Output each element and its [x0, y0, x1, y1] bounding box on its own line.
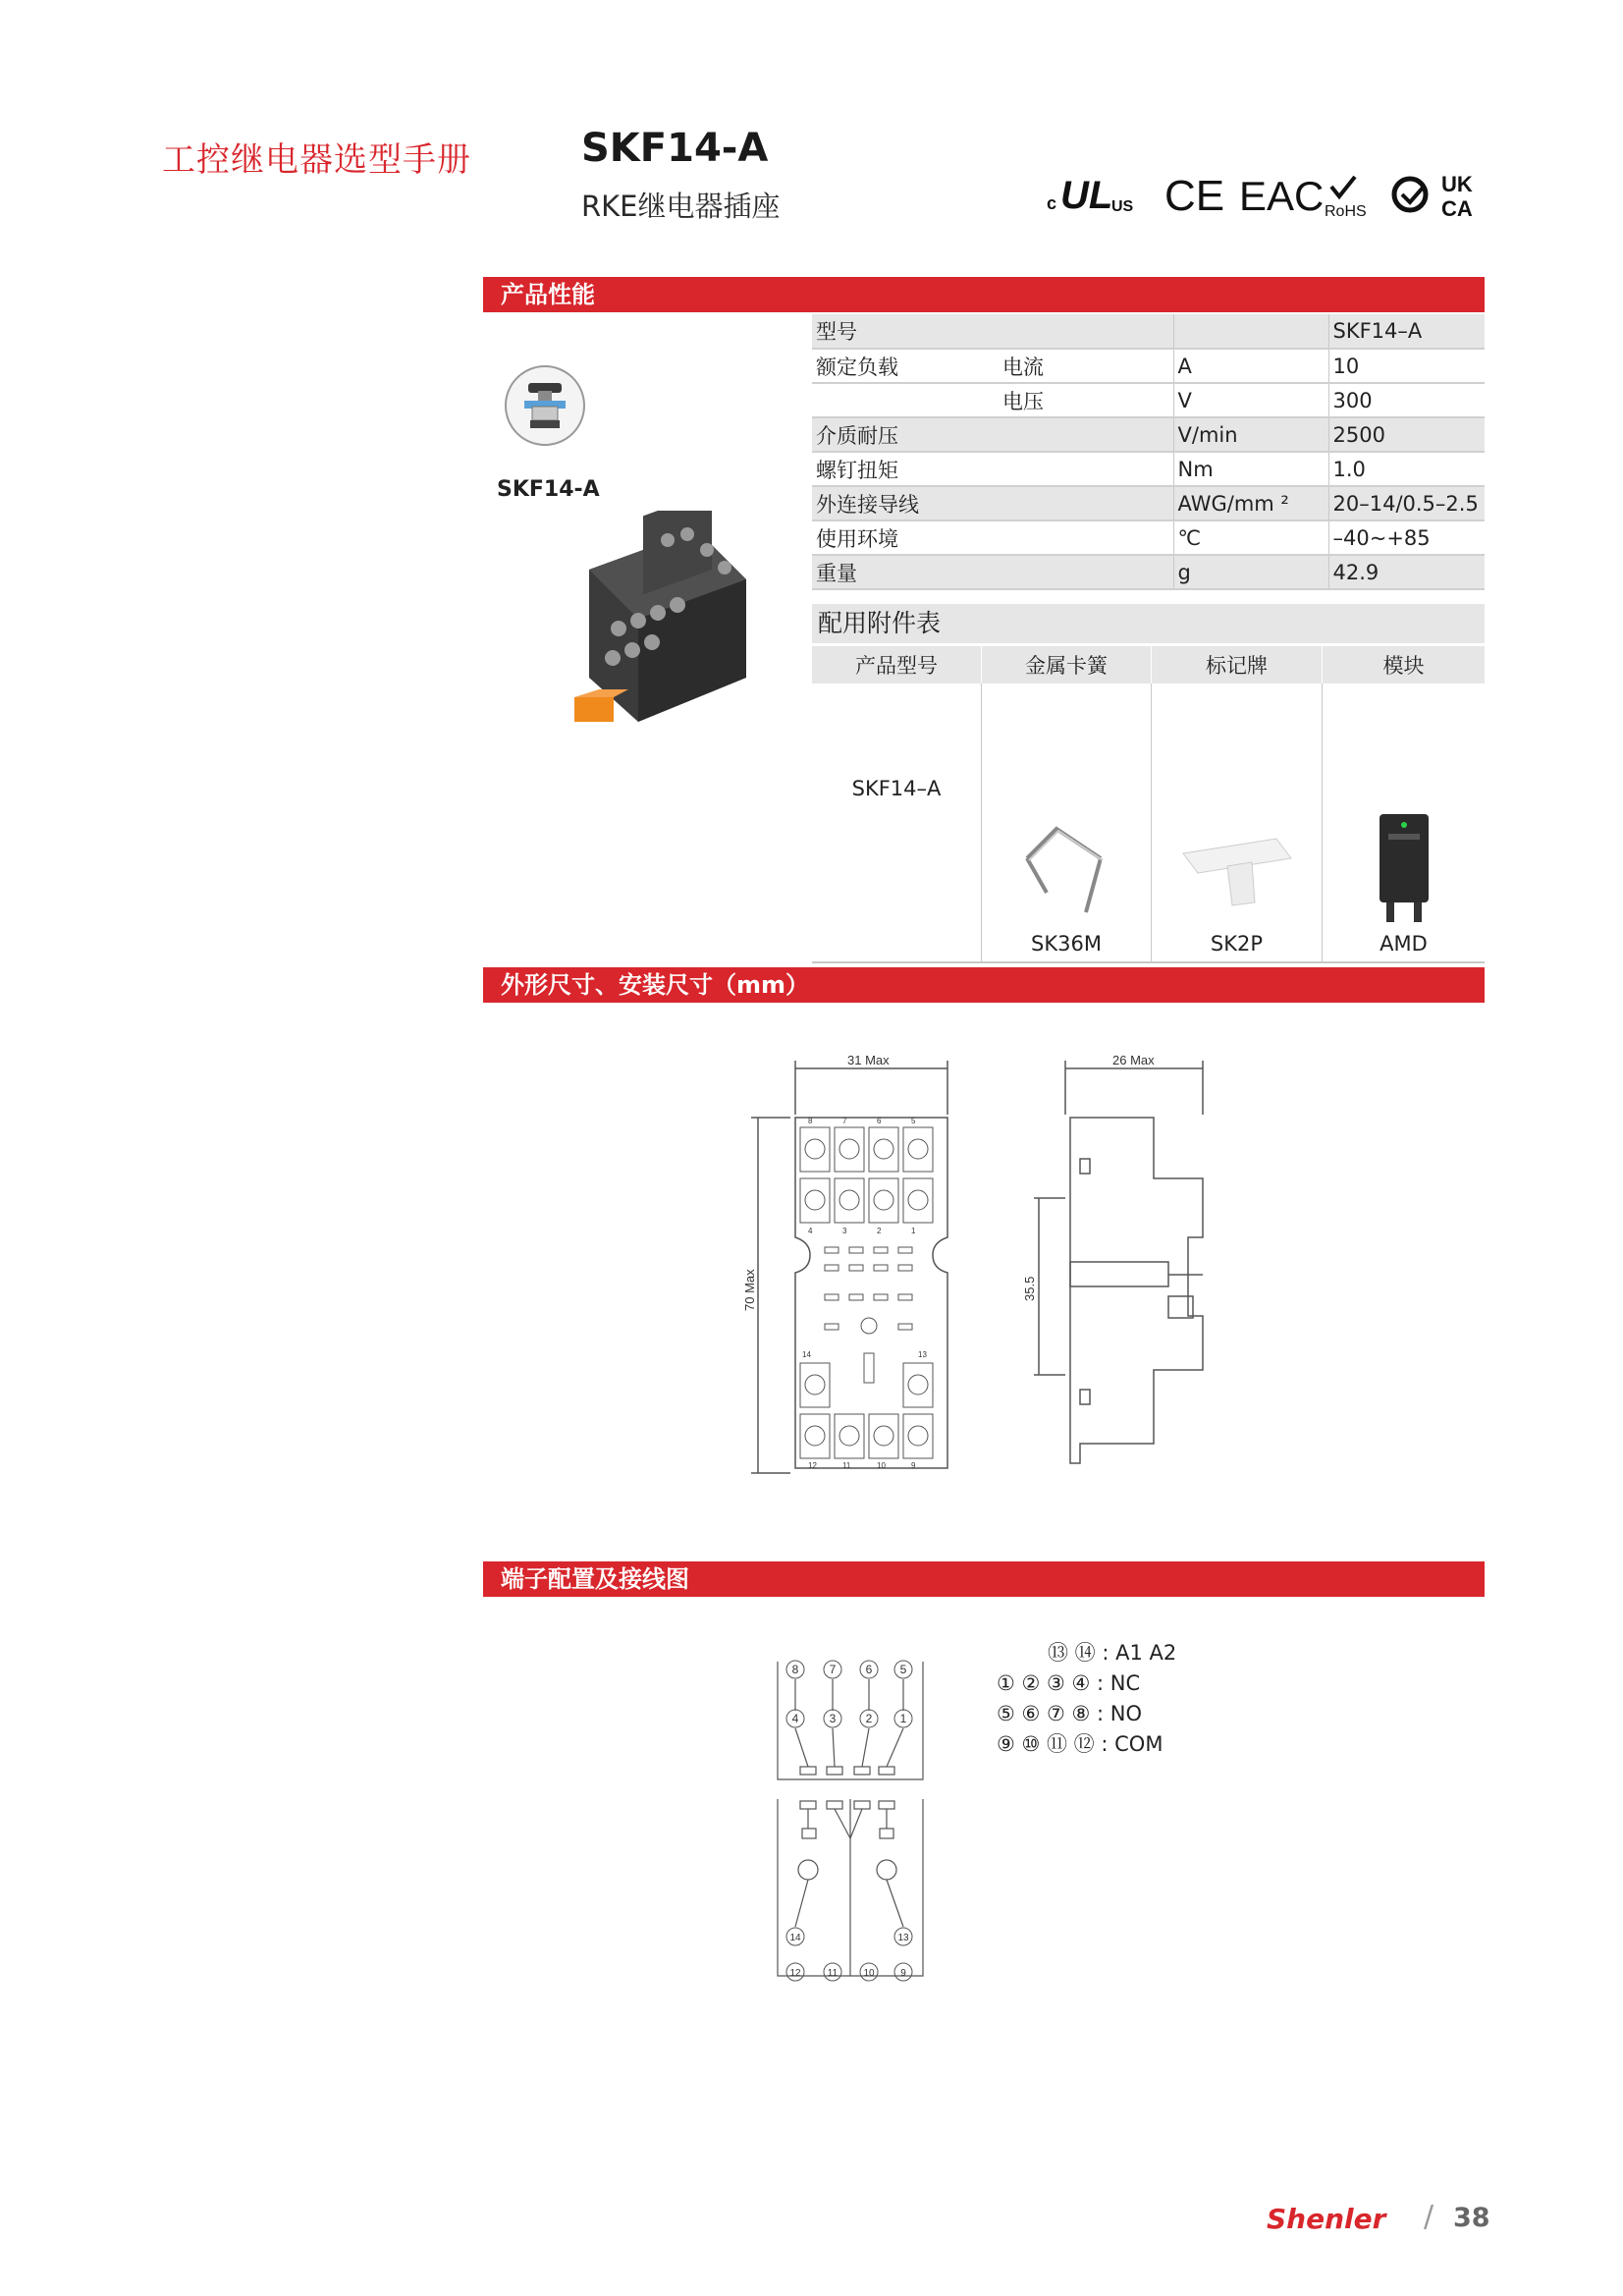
- legend-label: NO: [1109, 1702, 1143, 1725]
- drawing-pin-label: 6: [877, 1117, 882, 1125]
- model-title: SKF14-A: [581, 126, 769, 171]
- eac-logo: EAC: [1239, 173, 1325, 219]
- front-view: [751, 1061, 947, 1473]
- drawing-pin-label: 3: [842, 1227, 847, 1235]
- legend-row: ⑨ ⑩ ⑪ ⑫ : COM: [997, 1732, 1163, 1756]
- svg-text:UL: UL: [1060, 174, 1113, 217]
- cqc-logo: [1394, 179, 1426, 210]
- drawing-pin-label: 1: [911, 1227, 916, 1235]
- acc-item-label: SK2P: [1210, 932, 1264, 956]
- acc-item-label: SK36M: [1031, 932, 1102, 956]
- acc-item-sk2p: [1152, 683, 1323, 962]
- spec-row: [812, 314, 1485, 349]
- product-label: SKF14-A: [497, 477, 600, 502]
- spec-table: [812, 314, 1485, 590]
- catalog-title: 工控继电器选型手册: [162, 140, 471, 180]
- ukca-ca-text: CA: [1441, 196, 1473, 221]
- metal-clip-image: [1007, 819, 1125, 927]
- ul-us-text: US: [1111, 198, 1134, 215]
- legend-pins: ① ② ③ ④: [997, 1671, 1091, 1695]
- wiring-pin-label: 3: [829, 1712, 837, 1725]
- wiring-pin-label: 4: [791, 1712, 799, 1725]
- module-image: [1345, 809, 1463, 927]
- dimension-drawing: [741, 1051, 1222, 1483]
- dim-height-label: 70 Max: [742, 1269, 757, 1311]
- relay-socket-photo: [550, 511, 766, 746]
- wiring-pin-label: 10: [863, 1968, 875, 1979]
- accessories-table: [812, 646, 1485, 963]
- spec-unit: Nm: [1173, 452, 1328, 486]
- spec-value: 300: [1328, 383, 1485, 417]
- acc-model: SKF14–A: [812, 683, 982, 962]
- spec-sub: 电流: [999, 349, 1173, 383]
- section-wiring: 端子配置及接线图: [483, 1561, 1485, 1597]
- spec-unit: ℃: [1173, 520, 1328, 555]
- section-dimensions: 外形尺寸、安装尺寸（mm）: [483, 967, 1485, 1003]
- dim-width-label: 31 Max: [847, 1053, 890, 1067]
- ukca-uk-text: UK: [1441, 172, 1473, 196]
- spec-unit: [1173, 314, 1328, 349]
- drawing-pin-label: 9: [911, 1461, 916, 1470]
- acc-header: 产品型号: [812, 646, 982, 683]
- legend-label: A1 A2: [1115, 1641, 1177, 1665]
- wiring-pin-label: 8: [791, 1663, 799, 1676]
- certification-logos: [1047, 165, 1488, 224]
- legend-pins: ⑬ ⑭: [1048, 1641, 1096, 1665]
- legend-label: NC: [1109, 1671, 1141, 1695]
- drawing-pin-label: 8: [808, 1117, 813, 1125]
- accessories-title: 配用附件表: [812, 604, 1485, 643]
- legend-row: ① ② ③ ④ : NC: [997, 1671, 1141, 1695]
- spec-name: 螺钉扭矩: [812, 452, 1173, 486]
- ukca-logo: [1441, 172, 1473, 221]
- acc-item-amd: [1323, 683, 1486, 962]
- spec-value: –40~+85: [1328, 520, 1485, 555]
- acc-header: 模块: [1323, 646, 1486, 683]
- spec-name: 型号: [812, 314, 1173, 349]
- wiring-pin-label: 6: [865, 1663, 873, 1676]
- drawing-pin-label: 5: [911, 1117, 916, 1125]
- legend-label: COM: [1114, 1732, 1163, 1756]
- wiring-pin-label: 2: [865, 1712, 873, 1725]
- drawing-pin-label: 12: [808, 1461, 817, 1470]
- acc-header: 金属卡簧: [982, 646, 1152, 683]
- acc-item-sk36m: [982, 683, 1152, 962]
- drawing-pin-label: 10: [877, 1461, 886, 1470]
- ce-logo: CE: [1164, 172, 1225, 220]
- spec-unit: AWG/mm ²: [1173, 486, 1328, 520]
- wiring-pin-label: 14: [789, 1933, 801, 1943]
- drawing-pin-label: 11: [842, 1461, 851, 1470]
- legend-row: ⑬ ⑭ : A1 A2: [1048, 1641, 1177, 1665]
- spec-value: 10: [1328, 349, 1485, 383]
- spec-value: 20–14/0.5–2.5: [1328, 486, 1485, 520]
- spec-row: [812, 520, 1485, 555]
- drawing-pin-label: 13: [918, 1350, 927, 1359]
- dim-side-width-label: 26 Max: [1112, 1053, 1155, 1067]
- drawing-pin-label: 7: [842, 1117, 847, 1125]
- wiring-pin-label: 7: [829, 1663, 837, 1676]
- model-subtitle: RKE继电器插座: [581, 190, 781, 223]
- section-performance: 产品性能: [483, 277, 1485, 312]
- spec-row: [812, 349, 1485, 383]
- wiring-pin-label: 13: [897, 1933, 909, 1943]
- wiring-pin-label: 9: [900, 1968, 906, 1979]
- spec-row: [812, 486, 1485, 520]
- screw-clamp-icon: [503, 363, 587, 448]
- spec-row: [812, 452, 1485, 486]
- drawing-pin-label: 14: [802, 1350, 811, 1359]
- ul-logo: [1047, 174, 1134, 217]
- spec-name: 重量: [812, 555, 1173, 589]
- wiring-pin-label: 1: [899, 1712, 907, 1725]
- brand-logo: Shenler: [1267, 2203, 1386, 2235]
- wiring-pin-label: 11: [827, 1968, 839, 1979]
- drawing-pin-label: 4: [808, 1227, 813, 1235]
- spec-name: 额定负载: [812, 349, 999, 383]
- drawing-pin-label: 2: [877, 1227, 882, 1235]
- ul-c-text: c: [1047, 193, 1057, 213]
- spec-name: 使用环境: [812, 520, 1173, 555]
- spec-row: [812, 555, 1485, 589]
- legend-row: ⑤ ⑥ ⑦ ⑧ : NO: [997, 1702, 1143, 1725]
- spec-row: [812, 417, 1485, 452]
- wiring-diagram: [766, 1642, 943, 1994]
- spec-value: 1.0: [1328, 452, 1485, 486]
- rohs-text: RoHS: [1325, 203, 1367, 220]
- spec-unit: g: [1173, 555, 1328, 589]
- spec-value: SKF14–A: [1328, 314, 1485, 349]
- acc-header: 标记牌: [1152, 646, 1323, 683]
- spec-sub: 电压: [999, 383, 1173, 417]
- dim-rail-label: 35.5: [1022, 1276, 1037, 1301]
- wiring-pin-label: 5: [899, 1663, 907, 1676]
- spec-unit: A: [1173, 349, 1328, 383]
- footer-separator: /: [1424, 2200, 1434, 2234]
- rohs-logo: [1325, 177, 1367, 220]
- spec-value: 42.9: [1328, 555, 1485, 589]
- spec-name: 外连接导线: [812, 486, 1173, 520]
- spec-unit: V: [1173, 383, 1328, 417]
- marker-tag-image: [1178, 819, 1296, 927]
- spec-row: [812, 383, 1485, 417]
- spec-value: 2500: [1328, 417, 1485, 452]
- wiring-pin-label: 12: [789, 1968, 801, 1979]
- side-view: [1034, 1061, 1203, 1463]
- spec-name: 介质耐压: [812, 417, 1173, 452]
- legend-pins: ⑤ ⑥ ⑦ ⑧: [997, 1702, 1091, 1725]
- legend-pins: ⑨ ⑩ ⑪ ⑫: [997, 1732, 1095, 1756]
- spec-name: [812, 383, 999, 417]
- page-number: 38: [1453, 2203, 1490, 2233]
- spec-unit: V/min: [1173, 417, 1328, 452]
- acc-item-label: AMD: [1380, 932, 1428, 956]
- pin-legend: [997, 1638, 1176, 1760]
